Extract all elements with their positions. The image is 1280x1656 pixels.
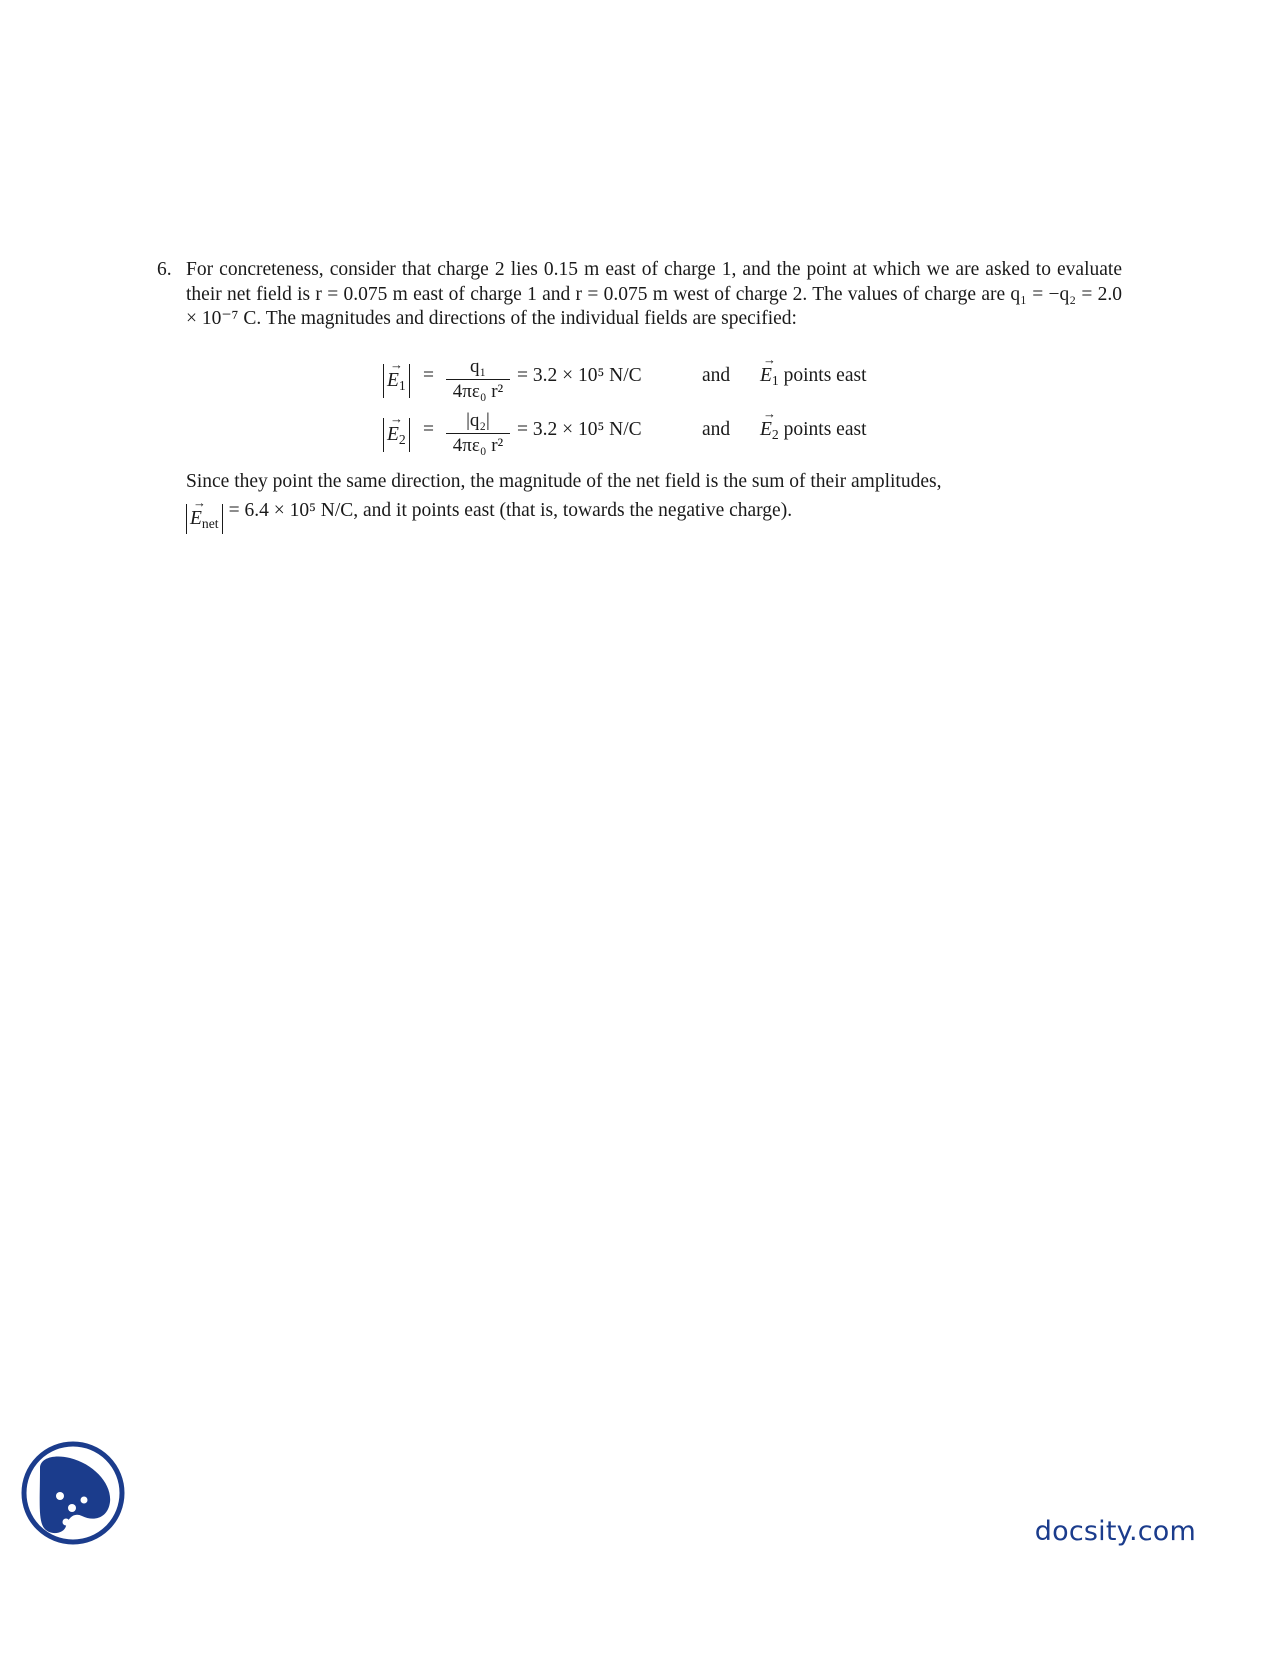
enet-magnitude: → $E_{net}$	[186, 504, 223, 534]
e2-direction: → $E_2$ points east	[760, 418, 867, 443]
intro-paragraph: For concreteness, consider that charge 2 lies 0.15 m east of charge 1, and the point at which we are asked to evaluate their net field is r = 0.075 m east of charge 1 and r = 0.075 m west of charge 2. The values of charge are q₁ = −q₂ = 2.0 × 10⁻⁷ C. The magnitudes and directions of the individual fields are specified:	[186, 259, 1122, 329]
docsity-logo-icon[interactable]	[20, 1440, 126, 1546]
e1-direction: → $E_1$ points east	[760, 364, 867, 389]
equals-sign: =	[423, 365, 434, 386]
problem-intro	[186, 258, 1122, 332]
e2-magnitude: → $E_2$	[383, 418, 410, 452]
conjunction: and	[702, 419, 731, 440]
conjunction: and	[702, 365, 731, 386]
e2-fraction	[446, 410, 510, 457]
fraction-bar	[446, 433, 510, 434]
summary-line-1: Since they point the same direction, the magnitude of the net field is the sum of their amplitudes,	[186, 471, 942, 492]
problem-6	[157, 258, 1122, 531]
summary	[186, 470, 1122, 534]
fraction-denominator: 4πε₀ r²	[452, 435, 504, 456]
equation-e2	[157, 410, 1122, 466]
equals-sign: =	[423, 419, 434, 440]
summary-line-2: → $E_{net}= 6.4 \times 10^5$ N/C, and it points east (that is, towards the negative charge).	[186, 499, 1122, 534]
e1-fraction	[446, 356, 510, 403]
docsity-brand-link[interactable]: docsity.com	[1034, 1516, 1196, 1547]
e1-result: = 3.2 × 10⁵ N/C	[517, 365, 642, 386]
e2-result: = 3.2 × 10⁵ N/C	[517, 419, 642, 440]
equation-e1	[157, 356, 1122, 412]
e1-magnitude: → $E_1$	[383, 364, 410, 398]
fraction-bar	[446, 379, 510, 380]
fraction-denominator: 4πε₀ r²	[452, 381, 504, 402]
fraction-numerator: q₁	[469, 356, 487, 377]
problem-number: 6.	[157, 259, 172, 280]
fraction-numerator: |q₂|	[466, 410, 490, 431]
